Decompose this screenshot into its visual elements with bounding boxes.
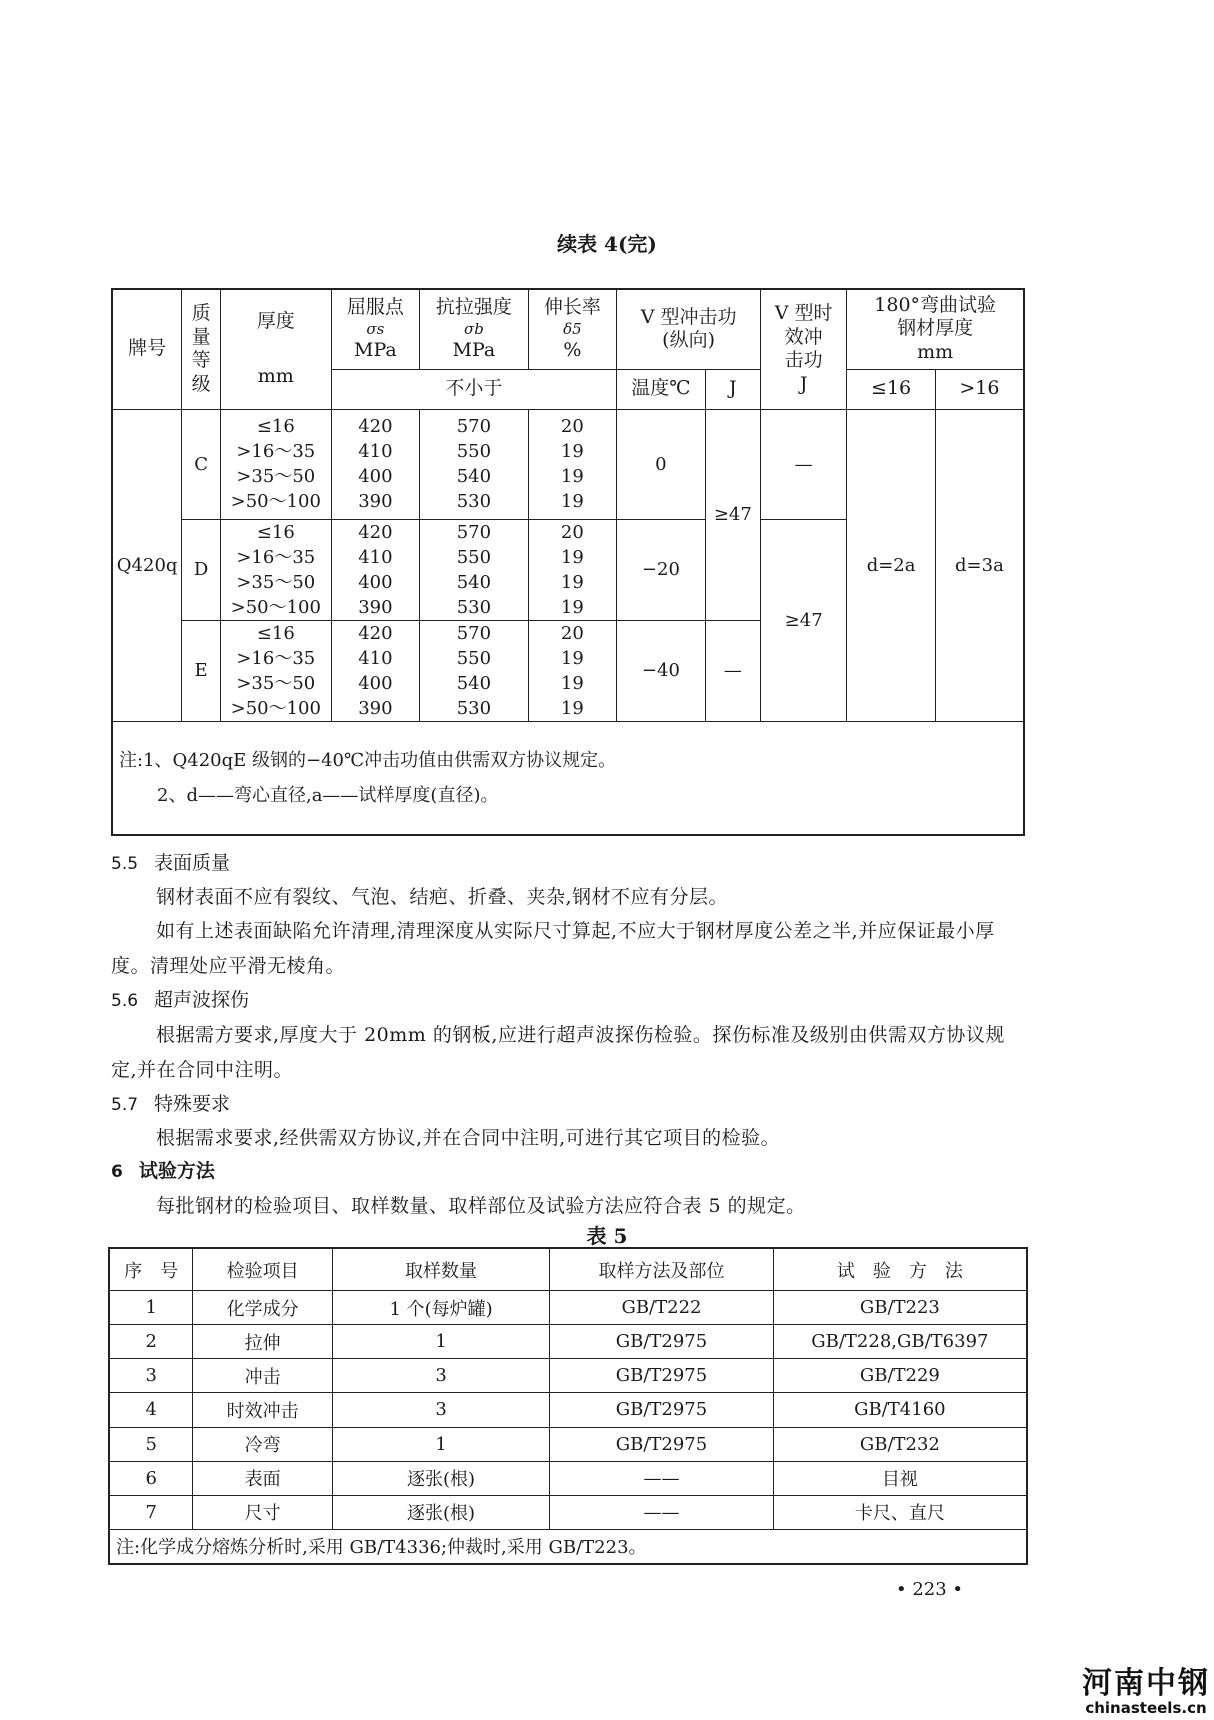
- table5: [108, 1247, 1028, 1565]
- quality-cell: C: [182, 409, 221, 519]
- header-j: J: [705, 369, 760, 409]
- watermark-cn: 河南中钢: [1082, 1666, 1210, 1701]
- section-5-6-para-1: 根据需方要求,厚度大于 20mm 的钢板,应进行超声波探伤检验。探伤标准及级别由供需双方协议规定,并在合同中注明。: [111, 1024, 1005, 1081]
- table-row: 1 化学成分 1 个(每炉罐) GB/T222 GB/T223: [109, 1291, 1027, 1325]
- yield-cell: 420 410 400 390: [331, 519, 420, 620]
- aged-cell: ≥47: [761, 519, 847, 721]
- temp-cell: −20: [617, 519, 706, 620]
- yield-cell: 420 410 400 390: [331, 409, 420, 519]
- quality-cell: E: [182, 620, 221, 721]
- header-bend: 180°弯曲试验 钢材厚度 mm: [847, 289, 1024, 369]
- section-5-7-heading: 5.7 特殊要求: [111, 1093, 231, 1115]
- section-5-7-para-1: 根据需求要求,经供需双方协议,并在合同中注明,可进行其它项目的检验。: [156, 1127, 781, 1149]
- header-yield: 屈服点 σs MPa: [331, 289, 420, 369]
- table-row: [112, 409, 1024, 519]
- header-gt16: >16: [935, 369, 1024, 409]
- tensile-cell: 570 550 540 530: [420, 409, 528, 519]
- section-5-5-heading: 5.5 表面质量: [111, 852, 231, 874]
- tensile-cell: 570 550 540 530: [420, 620, 528, 721]
- temp-cell: 0: [617, 409, 706, 519]
- note-2: 2、d——弯心直径,a——试样厚度(直径)。: [157, 784, 499, 806]
- table4-caption: 续表 4(完): [557, 232, 657, 256]
- elongation-cell: 20 19 19 19: [528, 620, 617, 721]
- page-number: • 223 •: [896, 1579, 964, 1600]
- table-row: 7 尺寸 逐张(根) —— 卡尺、直尺: [109, 1495, 1027, 1529]
- table4: [111, 288, 1025, 836]
- header-thickness: 厚度 mm: [220, 289, 331, 409]
- yield-cell: 420 410 400 390: [331, 620, 420, 721]
- temp-cell: −40: [617, 620, 706, 721]
- section-5-5-para-2: 如有上述表面缺陷允许清理,清理深度从实际尺寸算起,不应大于钢材厚度公差之半,并应保证最小厚度。清理处应平滑无棱角。: [111, 920, 995, 977]
- aged-cell: —: [761, 409, 847, 519]
- thickness-cell: ≤16 >16～35 >35～50 >50～100: [220, 519, 331, 620]
- header-aged-impact: V 型时 效冲 击功 J: [761, 289, 847, 409]
- tensile-cell: 570 550 540 530: [420, 519, 528, 620]
- j-cell: ≥47: [705, 409, 760, 620]
- elongation-cell: 20 19 19 19: [528, 519, 617, 620]
- header-v-impact: V 型冲击功 (纵向): [617, 289, 761, 369]
- table-row: 2 拉伸 1 GB/T2975 GB/T228,GB/T6397: [109, 1325, 1027, 1359]
- j-cell: —: [705, 620, 760, 721]
- table-row: 5 冷弯 1 GB/T2975 GB/T232: [109, 1427, 1027, 1461]
- header-method: 试 验 方 法: [773, 1248, 1027, 1291]
- note-1: 注:1、Q420qE 级钢的−40℃冲击功值由供需双方协议规定。: [119, 749, 617, 771]
- header-temp: 温度℃: [617, 369, 706, 409]
- table-row: 3 冲击 3 GB/T2975 GB/T229: [109, 1359, 1027, 1393]
- elongation-cell: 20 19 19 19: [528, 409, 617, 519]
- header-seq: 序 号: [109, 1248, 193, 1291]
- table-row: 6 表面 逐张(根) —— 目视: [109, 1461, 1027, 1495]
- quality-cell: D: [182, 519, 221, 620]
- header-grade: 牌号: [112, 289, 182, 409]
- header-le16: ≤16: [847, 369, 936, 409]
- header-quantity: 取样数量: [332, 1248, 549, 1291]
- bend-gt16-cell: d=3a: [935, 409, 1024, 721]
- section-5-6-heading: 5.6 超声波探伤: [111, 989, 250, 1011]
- grade-cell: Q420q: [112, 409, 182, 721]
- header-not-less: 不小于: [331, 369, 617, 409]
- header-item: 检验项目: [193, 1248, 333, 1291]
- watermark-logo: [1082, 1668, 1210, 1716]
- header-quality: 质 量 等 级: [182, 289, 221, 409]
- section-6-heading: 6 试验方法: [111, 1160, 215, 1182]
- table-row: 4 时效冲击 3 GB/T2975 GB/T4160: [109, 1393, 1027, 1427]
- header-sampling: 取样方法及部位: [550, 1248, 774, 1291]
- table4-notes: [112, 721, 1024, 835]
- table5-note: 注:化学成分熔炼分析时,采用 GB/T4336;仲裁时,采用 GB/T223。: [109, 1529, 1027, 1564]
- header-tensile: 抗拉强度 σb MPa: [420, 289, 528, 369]
- header-elongation: 伸长率 δ5 %: [528, 289, 617, 369]
- thickness-cell: ≤16 >16～35 >35～50 >50～100: [220, 620, 331, 721]
- table5-caption: 表 5: [586, 1224, 628, 1248]
- section-6-para-1: 每批钢材的检验项目、取样数量、取样部位及试验方法应符合表 5 的规定。: [156, 1195, 806, 1217]
- thickness-cell: ≤16 >16～35 >35～50 >50～100: [220, 409, 331, 519]
- bend-le16-cell: d=2a: [847, 409, 936, 721]
- watermark-en: chinasteels.cn: [1085, 1699, 1207, 1717]
- section-5-5-para-1: 钢材表面不应有裂纹、气泡、结疤、折叠、夹杂,钢材不应有分层。: [156, 886, 729, 908]
